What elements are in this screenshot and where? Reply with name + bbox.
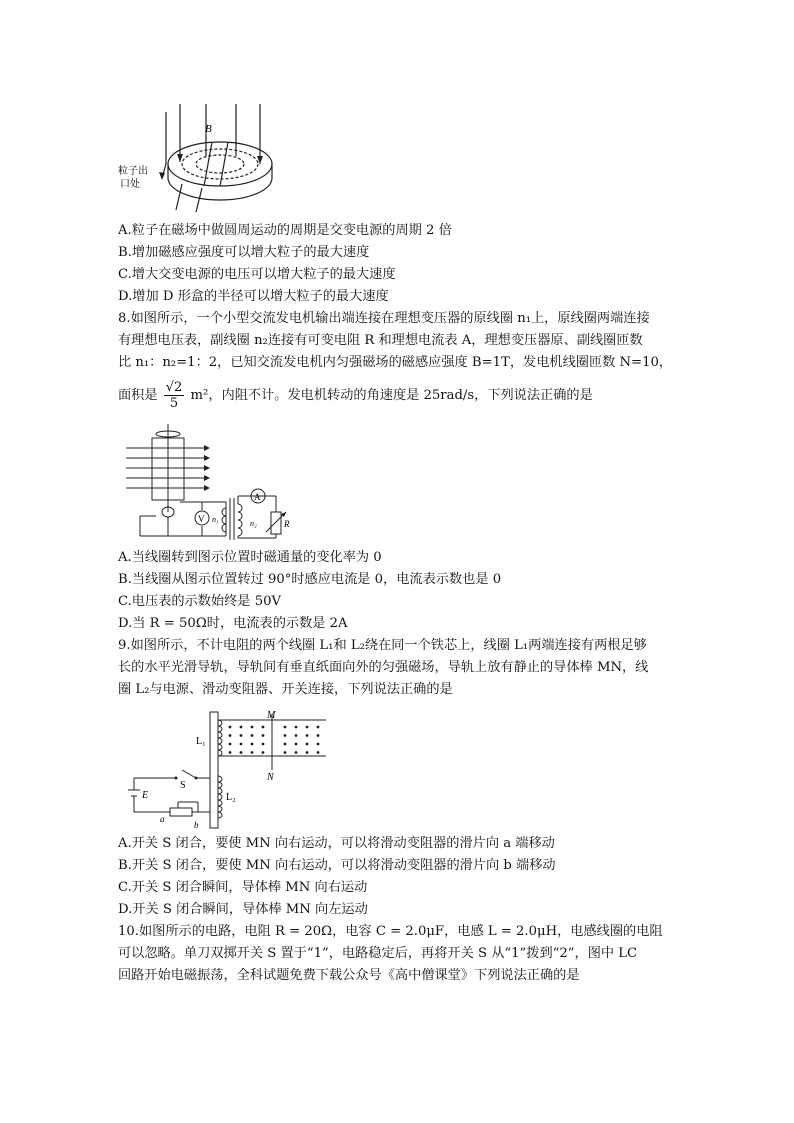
field-dot <box>295 726 298 729</box>
field-dot <box>306 726 309 729</box>
field-dot <box>284 743 287 746</box>
field-dot <box>295 734 298 737</box>
area-fraction <box>164 380 185 411</box>
field-dot <box>251 751 254 754</box>
q9-option-c: C.开关 S 闭合瞬间，导体棒 MN 向右运动 <box>118 880 368 895</box>
coil-label-l2: L₂ <box>226 792 236 803</box>
coil-label-l1: L₁ <box>196 736 206 747</box>
magnetic-field-dots <box>229 726 320 754</box>
q7-option-c: C.增大交变电源的电压可以增大粒子的最大速度 <box>118 267 396 282</box>
q8-stem-2: 有理想电压表，副线圈 n₂连接有可变电阻 R 和理想电流表 A，理想变压器原、副线圈匝数 <box>118 333 643 348</box>
voltmeter-label: V <box>198 514 205 524</box>
q9-stem-3: 圈 L₂与电源、滑动变阻器、开关连接，下列说法正确的是 <box>118 682 453 697</box>
field-dot <box>229 726 232 729</box>
q9-option-b: B.开关 S 闭合，要使 MN 向右运动，可以将滑动变阻器的滑片向 b 端移动 <box>118 858 556 873</box>
rod-label-n: N <box>267 772 274 783</box>
field-dot <box>251 726 254 729</box>
field-dot <box>251 743 254 746</box>
field-dot <box>284 734 287 737</box>
q10-stem-1: 10.如图所示的电路，电阻 R = 20Ω，电容 C = 2.0μF，电感 L = 2.0μH，电感线圈的电阻 <box>118 924 663 939</box>
field-dot <box>262 734 265 737</box>
generator-transformer-figure <box>126 424 306 542</box>
q8-stem-3: 比 n₁：n₂=1：2，已知交流发电机内匀强磁场的磁感应强度 B=1T，发电机线圈匝数 N=10， <box>118 355 673 370</box>
field-dot <box>306 734 309 737</box>
secondary-coil-label: n₂ <box>250 519 257 528</box>
exit-label-1: 粒子出 <box>118 166 148 177</box>
q8-option-c: C.电压表的示数始终是 50V <box>118 594 281 609</box>
field-dot <box>240 726 243 729</box>
q8-stem-4 <box>118 378 593 414</box>
field-dot <box>262 726 265 729</box>
rheostat-end-a: a <box>160 814 165 824</box>
exit-label-2: 口处 <box>120 179 140 190</box>
field-dot <box>317 726 320 729</box>
field-dot <box>284 751 287 754</box>
field-dot <box>306 743 309 746</box>
q7-option-b: B.增加磁感应强度可以增大粒子的最大速度 <box>118 245 370 260</box>
field-dot <box>240 734 243 737</box>
ammeter-label: A <box>254 492 261 502</box>
field-dot <box>317 734 320 737</box>
switch-label-s: S <box>180 780 186 791</box>
field-dot <box>295 743 298 746</box>
field-dot <box>306 751 309 754</box>
q9-stem-2: 长的水平光滑导轨，导轨间有垂直纸面向外的匀强磁场，导轨上放有静止的导体棒 MN，线 <box>118 660 649 675</box>
q10-stem-2: 可以忽略。单刀双掷开关 S 置于“1”，电路稳定后，再将开关 S 从“1”拨到“2”，图中 LC <box>118 946 638 961</box>
q8-option-a: A.当线圈转到图示位置时磁通量的变化率为 0 <box>118 550 382 565</box>
q9-option-a: A.开关 S 闭合，要使 MN 向右运动，可以将滑动变阻器的滑片向 a 端移动 <box>118 836 555 851</box>
q8-stem-4b: m²，内阻不计。发电机转动的角速度是 25rad/s，下列说法正确的是 <box>190 388 593 403</box>
field-dot <box>240 743 243 746</box>
fraction-numerator: √2 <box>165 380 183 395</box>
field-dot <box>262 751 265 754</box>
field-dot <box>317 743 320 746</box>
rheostat-end-b: b <box>194 820 199 830</box>
field-label-b: B <box>205 123 212 135</box>
field-dot <box>229 743 232 746</box>
primary-coil-label: n₁ <box>212 515 219 524</box>
q8-option-b: B.当线圈从图示位置转过 90°时感应电流是 0，电流表示数也是 0 <box>118 572 502 587</box>
q8-stem-1: 8.如图所示，一个小型交流发电机输出端连接在理想变压器的原线圈 n₁上，原线圈两端连接 <box>118 311 650 326</box>
q8-stem-4a: 面积是 <box>118 388 158 403</box>
fraction-denominator: 5 <box>169 396 179 411</box>
source-label-e: E <box>142 790 149 801</box>
q9-stem-1: 9.如图所示，不计电阻的两个线圈 L₁和 L₂绕在同一个铁芯上，线圈 L₁两端连接有两根足够 <box>118 638 647 653</box>
field-dot <box>317 751 320 754</box>
q9-option-d: D.开关 S 闭合瞬间，导体棒 MN 向左运动 <box>118 902 368 917</box>
coupled-coils-figure <box>126 708 336 832</box>
resistor-label: R <box>284 519 290 529</box>
q8-option-d: D.当 R = 50Ω时，电流表的示数是 2A <box>118 616 348 631</box>
cyclotron-figure <box>118 104 278 214</box>
field-dot <box>295 751 298 754</box>
q7-option-d: D.增加 D 形盒的半径可以增大粒子的最大速度 <box>118 289 389 304</box>
q7-option-a: A.粒子在磁场中做圆周运动的周期是交变电源的周期 2 倍 <box>118 223 452 238</box>
field-dot <box>240 751 243 754</box>
q10-stem-3: 回路开始电磁振荡，全科试题免费下载公众号《高中僧课堂》下列说法正确的是 <box>118 968 580 983</box>
field-dot <box>229 751 232 754</box>
field-dot <box>229 734 232 737</box>
field-dot <box>284 726 287 729</box>
field-dot <box>251 734 254 737</box>
field-dot <box>262 743 265 746</box>
rod-label-m: M <box>267 710 276 721</box>
